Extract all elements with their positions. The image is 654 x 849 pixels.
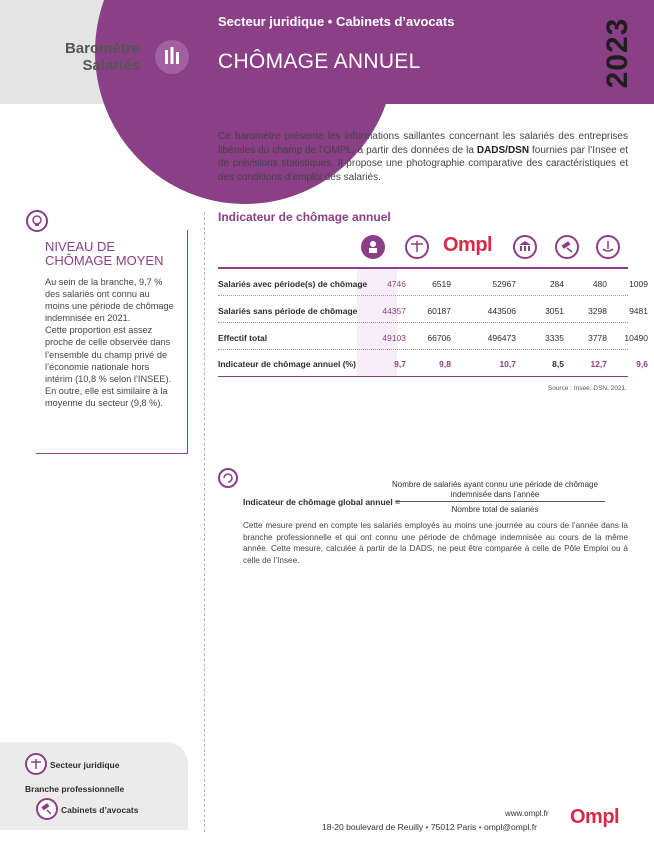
branch-icon	[361, 235, 385, 259]
cell: 3051	[545, 306, 564, 316]
sidebar-p1: Au sein de la branche, 9,7 % des salariés ont connu au moins une période de chômage indemnisée en 2021.	[45, 277, 174, 324]
legend-cabinets: Cabinets d’avocats	[61, 805, 139, 815]
row-label: Salariés sans période de chômage	[218, 306, 358, 316]
row-separator	[218, 295, 628, 296]
sidebar-text	[45, 276, 175, 409]
gavel-icon	[555, 235, 579, 259]
intro-paragraph: Ce baromètre présente les informations saillantes concernant les salariés des entreprises libérales du champ de l’OMPL, à partir des données de la DADS/DSN fournies par l’Insee et de prévisions statistiques. Il propose une photographie comparative des caractéristiques et des conditions d’emploi des salariés.	[218, 131, 629, 183]
cell: 480	[592, 279, 607, 289]
row-label: Indicateur de chômage annuel (%)	[218, 359, 356, 369]
cell: 1009	[629, 279, 648, 289]
year-label: 2023	[601, 17, 634, 89]
gavel-icon	[36, 798, 58, 820]
legend-sector: Secteur juridique	[50, 760, 120, 770]
cell: 10490	[624, 333, 648, 343]
cell: 3778	[588, 333, 607, 343]
formula-numerator: Nombre de salariés ayant connu une période de chômage indemnisée dans l’année	[392, 480, 598, 499]
cell: 443506	[487, 306, 516, 316]
cell: 60187	[427, 306, 451, 316]
cell: 9,6	[636, 359, 648, 369]
cell: 3335	[545, 333, 564, 343]
brand-name	[40, 40, 140, 74]
header-subtitle: Secteur juridique • Cabinets d’avocats	[218, 14, 455, 29]
sidebar-p2: Cette proportion est assez proche de celle observée dans l’ensemble du champ privé de l’économie nationale hors intérim (10,8 % selon l’INSEE).	[45, 325, 172, 384]
footer-email[interactable]: ompl@ompl.fr	[483, 822, 537, 832]
cell: 3298	[588, 306, 607, 316]
formula-explanation: Cette mesure prend en compte les salariés employés au moins une journée au cours de l’année dans la branche professionnelle et qui ont connu une période de chômage indemnisée au cours de la même année. Cette mesure, calculée à partir de la DADS, ne peut être comparée à celle de Pôle Emploi ou à celle de l’Insee.	[243, 521, 628, 565]
calculator-icon	[218, 468, 238, 488]
bank-icon	[513, 235, 537, 259]
page-title: CHÔMAGE ANNUEL	[218, 50, 421, 73]
lightbulb-icon	[26, 210, 48, 232]
cell: 6519	[432, 279, 451, 289]
scales-icon	[405, 235, 429, 259]
cell: 66706	[427, 333, 451, 343]
footer-logo: Ompl	[570, 806, 620, 828]
formula-denominator: Nombre total de salariés	[451, 505, 539, 514]
cell: 44357	[382, 306, 406, 316]
table-source: Source : Insee, DSN, 2021.	[547, 385, 627, 392]
row-label: Salariés avec période(s) de chômage	[218, 279, 368, 289]
scales-circle-icon	[596, 235, 620, 259]
table-title: Indicateur de chômage annuel	[218, 210, 391, 224]
table-top-rule	[218, 267, 628, 269]
footer-address: 18-20 boulevard de Reuilly • 75012 Paris • ompl@ompl.fr	[322, 822, 537, 832]
cell: 284	[549, 279, 564, 289]
ompl-logo: Ompl	[443, 234, 493, 256]
sidebar-p3: En outre, elle est similaire à la moyenne du secteur (9,8 %).	[45, 385, 168, 408]
cell: 12,7	[590, 359, 607, 369]
sidebar-title: NIVEAU DE CHÔMAGE MOYEN	[45, 239, 164, 268]
divider-line	[204, 212, 205, 832]
cell: 9,8	[439, 359, 451, 369]
cell: 49103	[382, 333, 406, 343]
fraction-bar	[395, 501, 605, 502]
cell: 8,5	[552, 359, 564, 369]
cell: 52967	[492, 279, 516, 289]
row-separator	[218, 322, 628, 323]
row-label: Effectif total	[218, 333, 268, 343]
cell: 10,7	[499, 359, 516, 369]
cell: 4746	[387, 279, 406, 289]
brand-icon	[155, 40, 189, 74]
scales-icon	[25, 753, 47, 775]
row-separator	[218, 349, 628, 350]
brand-line2: Salariés	[82, 57, 140, 74]
table-bottom-rule	[218, 376, 628, 377]
footer-website[interactable]: www.ompl.fr	[505, 809, 549, 818]
cell: 9481	[629, 306, 648, 316]
legend-branch: Branche professionnelle	[25, 784, 125, 794]
cell: 9,7	[394, 359, 406, 369]
brand-line1: Baromètre	[64, 40, 140, 57]
cell: 496473	[487, 333, 516, 343]
formula-label: Indicateur de chômage global annuel =	[243, 497, 401, 507]
